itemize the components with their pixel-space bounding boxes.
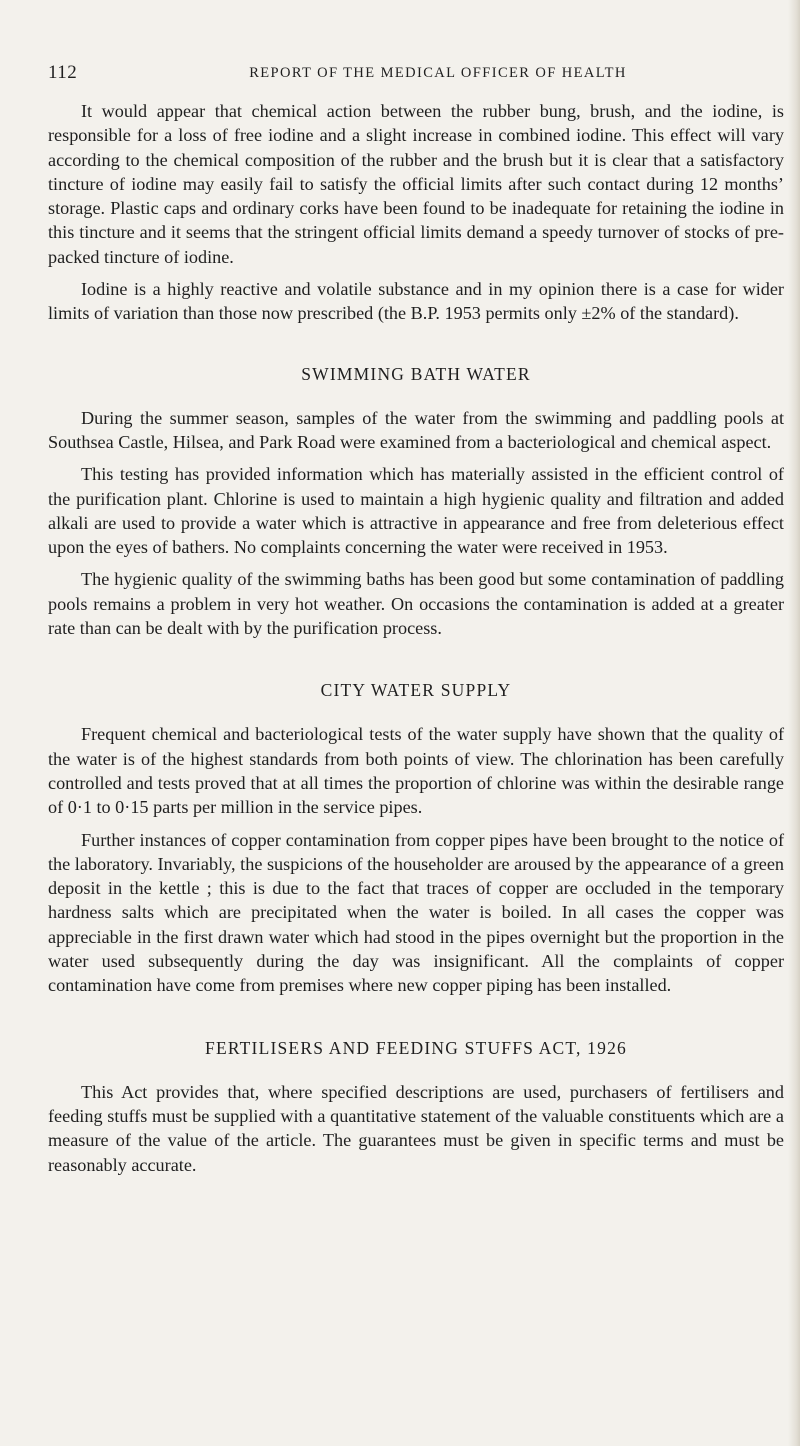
page-header bbox=[48, 62, 768, 88]
paragraph-swimming-testing: This testing has provided information which has materially assisted in the efficient control of the purification plant. Chlorine is used to maintain a high hygienic quality and filtration and added alkali are used to provide a water which is attractive in appearance and free from deleterious effect upon the eyes of bathers. No complaints concerning the water were received in 1953. bbox=[48, 464, 784, 558]
running-head: REPORT OF THE MEDICAL OFFICER OF HEALTH bbox=[249, 65, 627, 81]
page-number: 112 bbox=[48, 62, 78, 83]
body-text bbox=[48, 99, 784, 1177]
paragraph-fertilisers-act: This Act provides that, where specified descriptions are used, purchasers of fertilisers and feeding stuffs must be supplied with a quantitative statement of the valuable constituents which are a measure of the value of the article. The guarantees must be given in specific terms and must be reasonably accurate. bbox=[48, 1081, 784, 1175]
paragraph-city-copper: Further instances of copper contamination from copper pipes have been brought to the notice of the laboratory. Invariably, the suspicions of the householder are aroused by the appearance of a green deposit in the kettle ; this is due to the fact that traces of copper are occluded in the temporary hardness salts which are precipitated when the water is boiled. In all cases the copper was appreciable in the first drawn water which had stood in the pipes overnight but the proportion in the water used subsequently during the day was insignificant. All the complaints of copper contamination have come from premises where new copper piping has been installed. bbox=[48, 829, 784, 996]
heading-swimming-bath-water: SWIMMING BATH WATER bbox=[301, 363, 531, 384]
paragraph-iodine-limits: Iodine is a highly reactive and volatile substance and in my opinion there is a case for wider limits of variation than those now prescribed (the B.P. 1953 permits only ±2% of the standard). bbox=[48, 279, 784, 324]
heading-fertilisers-act: FERTILISERS AND FEEDING STUFFS ACT, 1926 bbox=[205, 1037, 627, 1058]
paragraph-iodine-storage: It would appear that chemical action between the rubber bung, brush, and the iodine, is responsible for a loss of free iodine and a slight increase in combined iodine. This effect will vary according to the chemical composition of the rubber and the brush but it is clear that a satisfactory tincture of iodine may easily fail to satisfy the official limits after such contact during 12 months’ storage. Plastic caps and ordinary corks have been found to be inadequate for retaining the iodine in this tincture and it seems that the stringent official limits demand a speedy turnover of stocks of pre-packed tincture of iodine. bbox=[48, 101, 784, 267]
paragraph-city-tests: Frequent chemical and bacteriological tests of the water supply have shown that the quality of the water is of the highest standards from both points of view. The chlorination has been carefully controlled and tests proved that at all times the proportion of chlorine was within the desirable range of 0·1 to 0·15 parts per million in the service pipes. bbox=[48, 724, 784, 818]
page-edge-shadow bbox=[788, 0, 800, 1446]
paragraph-swimming-samples: During the summer season, samples of the water from the swimming and paddling pools at Southsea Castle, Hilsea, and Park Road were examined from a bacteriological and chemical aspect. bbox=[48, 407, 784, 452]
heading-city-water-supply: CITY WATER SUPPLY bbox=[320, 680, 512, 701]
paragraph-swimming-quality: The hygienic quality of the swimming baths has been good but some contamination of paddling pools remains a problem in very hot weather. On occasions the contamination is added at a greater rate than can be dealt with by the purification process. bbox=[48, 569, 784, 639]
